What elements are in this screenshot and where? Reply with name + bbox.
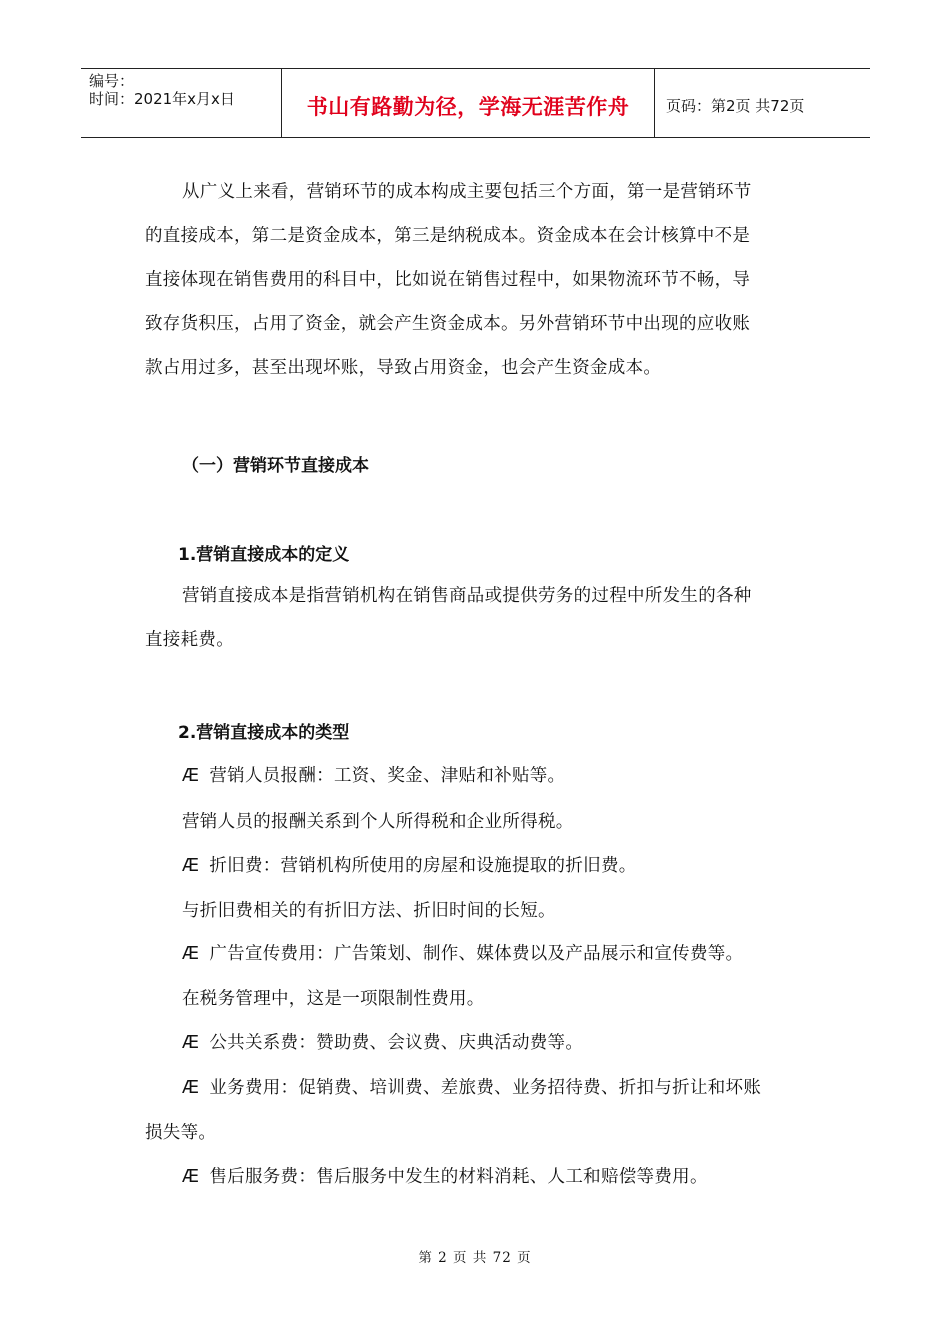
cost-type-item [182, 762, 565, 787]
page-footer: 第 2 页 共 72 页 [418, 1250, 532, 1266]
item-text: 售后服务费：售后服务中发生的材料消耗、人工和赔偿等费用。 [209, 1167, 708, 1187]
motto: 书山有路勤为径，学海无涯苦作舟 [306, 95, 630, 119]
intro-line: 致存货积压，占用了资金，就会产生资金成本。另外营销环节中出现的应收账 [145, 314, 751, 334]
code-label: 编号： [89, 72, 135, 90]
intro-line: 款占用过多，甚至出现坏账，导致占用资金，也会产生资金成本。 [145, 358, 662, 378]
cost-type-item [182, 1029, 583, 1054]
cost-type-item [182, 852, 637, 877]
page-header [81, 68, 870, 138]
subsection-title: 1.营销直接成本的定义 [178, 545, 350, 565]
bullet-mark: Æ [182, 856, 200, 876]
time-label: 时间：2021年x月x日 [89, 90, 235, 108]
item-text: 业务费用：促销费、培训费、差旅费、业务招待费、折扣与折让和坏账 [209, 1078, 762, 1098]
intro-line: 的直接成本，第二是资金成本，第三是纳税成本。资金成本在会计核算中不是 [145, 226, 751, 246]
item-text: 广告宣传费用：广告策划、制作、媒体费以及产品展示和宣传费等。 [209, 944, 744, 964]
cost-type-item [182, 1074, 761, 1099]
bullet-mark: Æ [182, 1078, 200, 1098]
bullet-mark: Æ [182, 766, 200, 786]
item-note: 营销人员的报酬关系到个人所得税和企业所得税。 [182, 812, 574, 832]
item-note: 在税务管理中，这是一项限制性费用。 [182, 989, 485, 1009]
bullet-mark: Æ [182, 944, 200, 964]
item-text: 折旧费：营销机构所使用的房屋和设施提取的折旧费。 [209, 856, 637, 876]
bullet-mark: Æ [182, 1033, 200, 1053]
item-note: 与折旧费相关的有折旧方法、折旧时间的长短。 [182, 901, 556, 921]
item-text: 营销人员报酬：工资、奖金、津贴和补贴等。 [209, 766, 566, 786]
definition-paragraph [145, 574, 810, 662]
section-title: （一）营销环节直接成本 [182, 456, 369, 476]
header-meta [81, 69, 282, 137]
cost-type-item [182, 1163, 708, 1188]
definition-line: 营销直接成本是指营销机构在销售商品或提供劳务的过程中所发生的各种 [182, 586, 752, 606]
bullet-mark: Æ [182, 1167, 200, 1187]
subsection-title: 2.营销直接成本的类型 [178, 723, 350, 743]
header-page-info: 页码：第2页 共72页 [666, 96, 805, 115]
cost-type-item [182, 940, 743, 965]
definition-line: 直接耗费。 [145, 630, 234, 650]
intro-paragraph [145, 170, 810, 390]
header-motto-cell [282, 69, 655, 137]
intro-line: 直接体现在销售费用的科目中，比如说在销售过程中，如果物流环节不畅，导 [145, 270, 751, 290]
item-note: 损失等。 [145, 1123, 217, 1143]
intro-line: 从广义上来看，营销环节的成本构成主要包括三个方面，第一是营销环节 [182, 182, 752, 202]
item-text: 公共关系费：赞助费、会议费、庆典活动费等。 [209, 1033, 584, 1053]
